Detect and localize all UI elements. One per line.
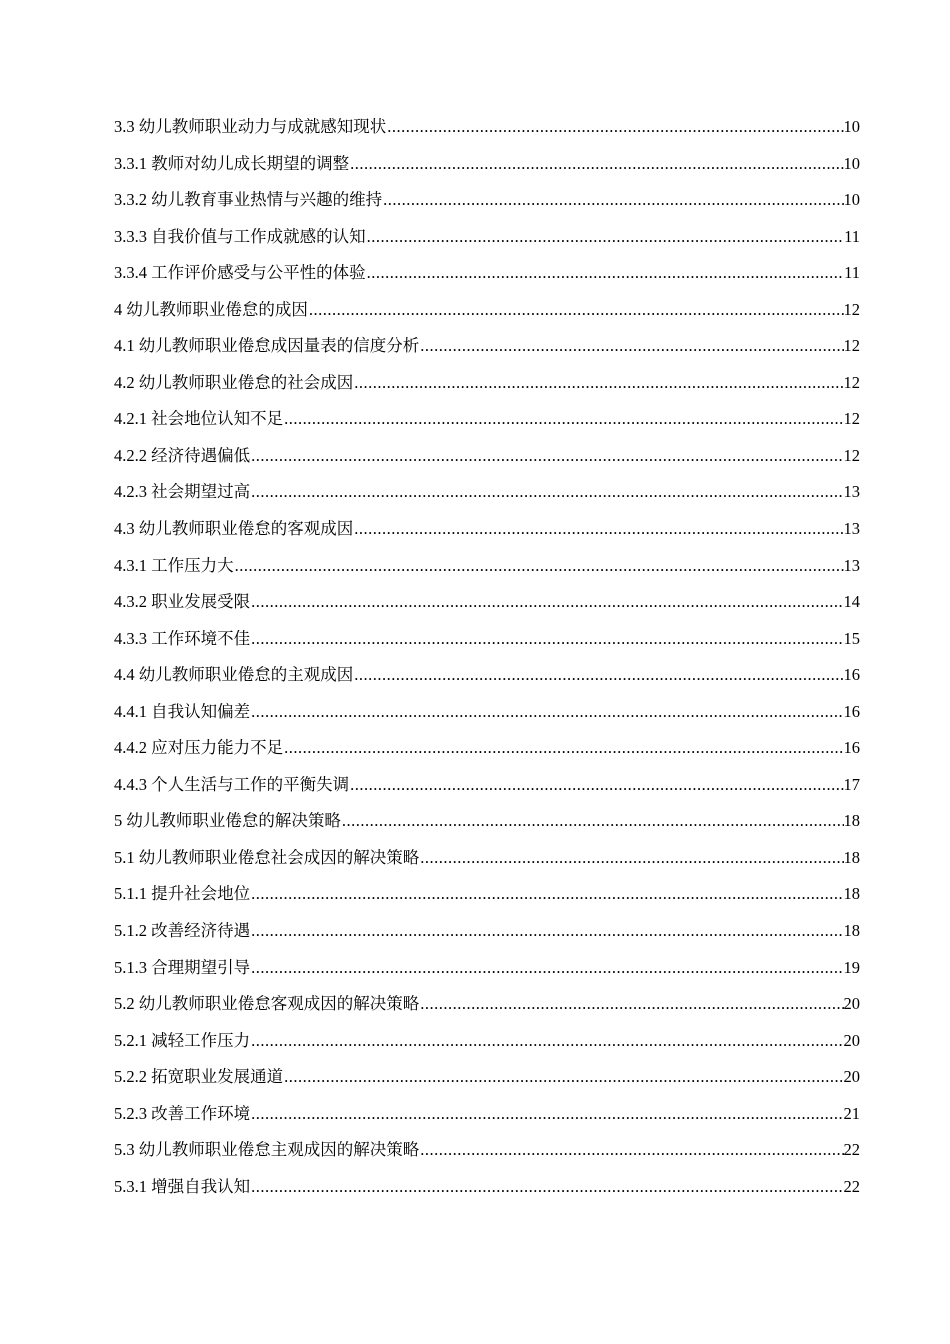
toc-entry[interactable] — [114, 328, 860, 365]
toc-entry[interactable] — [114, 876, 860, 913]
toc-entry-page-number: 18 — [843, 811, 860, 831]
toc-entry-title: 4.2.2 经济待遇偏低 — [114, 445, 251, 465]
toc-entry-page-number: 10 — [843, 117, 860, 136]
toc-entry[interactable] — [114, 182, 860, 219]
toc-entry-title: 4.3.3 工作环境不佳 — [114, 628, 251, 648]
toc-entry-page-number: 13 — [843, 555, 860, 575]
toc-dot-leader — [420, 840, 843, 877]
toc-entry[interactable] — [114, 438, 860, 475]
toc-entry-title: 3.3.1 教师对幼儿成长期望的调整 — [114, 153, 350, 173]
toc-entry-title: 5.1.3 合理期望引导 — [114, 957, 251, 977]
toc-entry-page-number: 16 — [843, 665, 860, 685]
toc-entry[interactable] — [114, 1132, 860, 1169]
toc-entry-title: 5.3 幼儿教师职业倦怠主观成因的解决策略 — [114, 1140, 420, 1160]
toc-entry-title: 4.4 幼儿教师职业倦怠的主观成因 — [114, 665, 354, 685]
toc-entry[interactable] — [114, 767, 860, 804]
toc-entry[interactable] — [114, 548, 860, 585]
toc-entry[interactable] — [114, 730, 860, 767]
toc-dot-leader — [251, 1096, 843, 1133]
toc-entry-page-number: 10 — [843, 153, 860, 173]
toc-entry-title: 4 幼儿教师职业倦怠的成因 — [114, 299, 308, 319]
toc-dot-leader — [251, 474, 843, 511]
toc-entry-title: 3.3.4 工作评价感受与公平性的体验 — [114, 263, 366, 283]
toc-entry[interactable] — [114, 365, 860, 402]
toc-dot-leader — [251, 1023, 843, 1060]
toc-entry-page-number: 12 — [843, 336, 860, 356]
toc-dot-leader — [251, 694, 843, 731]
toc-dot-leader — [383, 182, 843, 219]
toc-entry[interactable] — [114, 621, 860, 658]
toc-entry-title: 5.2.3 改善工作环境 — [114, 1103, 251, 1123]
toc-entry[interactable] — [114, 657, 860, 694]
toc-dot-leader — [251, 950, 843, 987]
toc-entry[interactable] — [114, 401, 860, 438]
toc-dot-leader — [350, 767, 843, 804]
toc-entry-title: 4.3.1 工作压力大 — [114, 555, 234, 575]
toc-entry[interactable] — [114, 1169, 860, 1206]
toc-entry-title: 4.4.1 自我认知偏差 — [114, 701, 251, 721]
toc-dot-leader — [251, 913, 843, 950]
toc-entry-title: 5.2 幼儿教师职业倦怠客观成因的解决策略 — [114, 994, 420, 1014]
toc-dot-leader — [342, 803, 844, 840]
toc-entry-page-number: 10 — [843, 190, 860, 210]
toc-dot-leader — [420, 986, 843, 1023]
toc-entry-page-number: 19 — [843, 957, 860, 977]
toc-entry-title: 4.4.3 个人生活与工作的平衡失调 — [114, 774, 350, 794]
toc-dot-leader — [284, 1059, 843, 1096]
toc-entry-page-number: 13 — [843, 519, 860, 539]
toc-dot-leader — [284, 401, 843, 438]
toc-entry-title: 3.3.2 幼儿教育事业热情与兴趣的维持 — [114, 190, 383, 210]
toc-entry-page-number: 20 — [843, 994, 860, 1014]
toc-entry[interactable] — [114, 840, 860, 877]
toc-entry[interactable] — [114, 913, 860, 950]
toc-dot-leader — [235, 548, 844, 585]
toc-entry-page-number: 13 — [843, 482, 860, 502]
toc-dot-leader — [420, 1132, 843, 1169]
toc-dot-leader — [251, 584, 843, 621]
toc-dot-leader — [309, 292, 844, 329]
toc-entry[interactable] — [114, 986, 860, 1023]
toc-dot-leader — [284, 730, 843, 767]
toc-entry-page-number: 20 — [843, 1030, 860, 1050]
toc-entry[interactable] — [114, 255, 860, 292]
toc-dot-leader — [251, 438, 843, 475]
toc-dot-leader — [367, 219, 844, 256]
toc-dot-leader — [251, 876, 843, 913]
toc-entry-page-number: 16 — [843, 701, 860, 721]
toc-entry-page-number: 20 — [843, 1067, 860, 1087]
toc-entry-page-number: 22 — [843, 1176, 860, 1196]
toc-entry-page-number: 22 — [843, 1140, 860, 1160]
toc-dot-leader — [251, 1169, 843, 1206]
toc-entry-page-number: 11 — [844, 263, 860, 283]
toc-entry[interactable] — [114, 219, 860, 256]
toc-entry-title: 5.1 幼儿教师职业倦怠社会成因的解决策略 — [114, 847, 420, 867]
toc-entry[interactable] — [114, 950, 860, 987]
toc-entry[interactable] — [114, 146, 860, 183]
toc-entry-page-number: 21 — [843, 1103, 860, 1123]
toc-entry-title: 4.2.1 社会地位认知不足 — [114, 409, 284, 429]
toc-entry-title: 4.3 幼儿教师职业倦怠的客观成因 — [114, 519, 354, 539]
toc-entry[interactable] — [114, 1023, 860, 1060]
toc-entry-title: 5.1.2 改善经济待遇 — [114, 921, 251, 941]
toc-entry-title: 4.1 幼儿教师职业倦怠成因量表的信度分析 — [114, 336, 420, 356]
toc-entry[interactable] — [114, 803, 860, 840]
toc-entry-page-number: 12 — [843, 372, 860, 392]
toc-entry[interactable] — [114, 584, 860, 621]
toc-entry-title: 5.1.1 提升社会地位 — [114, 884, 251, 904]
toc-dot-leader — [354, 511, 843, 548]
toc-dot-leader — [354, 657, 843, 694]
toc-entry-title: 5.3.1 增强自我认知 — [114, 1176, 251, 1196]
toc-entry-title: 5 幼儿教师职业倦怠的解决策略 — [114, 811, 341, 831]
toc-entry-page-number: 14 — [843, 592, 860, 612]
toc-entry-page-number: 16 — [843, 738, 860, 758]
toc-entry[interactable] — [114, 511, 860, 548]
toc-entry-page-number: 18 — [843, 847, 860, 867]
toc-dot-leader — [354, 365, 843, 402]
toc-entry-page-number: 12 — [843, 299, 860, 319]
toc-entry-page-number: 18 — [843, 884, 860, 904]
toc-entry-title: 4.4.2 应对压力能力不足 — [114, 738, 284, 758]
toc-entry-page-number: 12 — [843, 445, 860, 465]
toc-entry[interactable] — [114, 474, 860, 511]
toc-entry-page-number: 11 — [844, 226, 860, 246]
table-of-contents — [114, 109, 860, 1205]
toc-dot-leader — [420, 328, 843, 365]
toc-entry-page-number: 18 — [843, 921, 860, 941]
toc-entry[interactable] — [114, 109, 860, 146]
toc-entry[interactable] — [114, 292, 860, 329]
toc-entry[interactable] — [114, 694, 860, 731]
toc-entry-title: 4.2.3 社会期望过高 — [114, 482, 251, 502]
toc-entry[interactable] — [114, 1059, 860, 1096]
toc-entry-page-number: 12 — [843, 409, 860, 429]
toc-entry-title: 3.3.3 自我价值与工作成就感的认知 — [114, 226, 366, 246]
toc-entry-title: 5.2.1 减轻工作压力 — [114, 1030, 251, 1050]
toc-dot-leader — [251, 621, 843, 658]
toc-entry-title: 4.2 幼儿教师职业倦怠的社会成因 — [114, 372, 354, 392]
toc-entry-title: 4.3.2 职业发展受限 — [114, 592, 251, 612]
toc-dot-leader — [387, 109, 843, 146]
toc-entry-page-number: 15 — [843, 628, 860, 648]
toc-entry-title: 3.3 幼儿教师职业动力与成就感知现状 — [114, 117, 387, 136]
toc-dot-leader — [367, 255, 844, 292]
toc-entry-title: 5.2.2 拓宽职业发展通道 — [114, 1067, 284, 1087]
toc-dot-leader — [350, 146, 843, 183]
toc-entry[interactable] — [114, 1096, 860, 1133]
toc-entry-page-number: 17 — [843, 774, 860, 794]
